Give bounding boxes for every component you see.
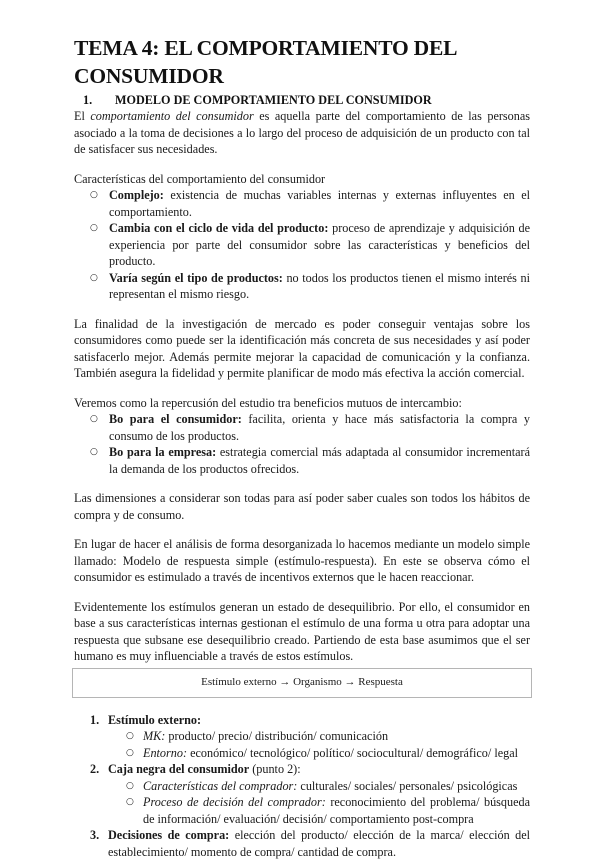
finalidad-paragraph: La finalidad de la investigación de mercado es poder conseguir ventajas sobre los consumidores como puede ser la identificación más concreta de sus necesidades y así poder satisfacerlo mejor. Además permite mejorar la capacidad de comunicación y la confianza. También asegura la fidelidad y permite planificar de modo más efectiva la acción comercial. [74,316,530,382]
list-item [74,411,530,444]
section-title: MODELO DE COMPORTAMIENTO DEL CONSUMIDOR [115,92,432,108]
sub-text: producto/ precio/ distribución/ comunicación [165,729,388,743]
sub-text: culturales/ sociales/ personales/ psicológicas [297,779,517,793]
numbered-item [74,761,530,827]
sub-text: económico/ tecnológico/ político/ sociocultural/ demográfico/ legal [187,746,518,760]
item-text: no todos los productos tienen el mismo interés ni representan el mismo riesgo. [109,271,530,302]
item-text: elección del producto/ elección de la marca/ elección del establecimiento/ momento de compra/ cantidad de compra. [108,828,530,859]
numbered-item [74,712,530,762]
characteristics-heading: Características del comportamiento del consumidor [74,171,530,188]
numbered-list [74,712,530,860]
item-label: Decisiones de compra: [108,828,229,842]
section-heading [74,92,530,108]
estimulos-paragraph: Evidentemente los estímulos generan un estado de desequilibrio. Por ello, el consumidor en base a sus características internas gestionan el estímulo de una forma u otra para adoptar una respuesta que subsane ese desequilibrio creado. Partiendo de esta base asumimos que el ser humano es muy influenciable a través de estos estímulos. [74,599,530,665]
sub-item [108,745,530,762]
sub-text: reconocimiento del problema/ búsqueda de información/ evaluación/ decisión/ comportamiento post-compra [143,795,530,826]
numbered-item [74,827,530,860]
item-text: proceso de aprendizaje y adquisición de experiencia por parte del consumidor sobre las características y beneficios del producto. [109,221,530,268]
intro-paragraph [74,108,530,158]
benefits-heading: Veremos como la repercusión del estudio tra beneficios mutuos de intercambio: [74,395,530,412]
sub-term: Características del comprador: [143,779,297,793]
item-label: Bo para la empresa: [109,445,216,459]
sub-term: Proceso de decisión del comprador: [143,795,326,809]
section-number: 1. [74,92,115,108]
formula-text: Estímulo externo → Organismo → Respuesta [201,674,403,691]
characteristics-list [74,187,530,303]
sub-item [108,728,530,745]
benefits-list [74,411,530,477]
item-label: Bo para el consumidor: [109,412,242,426]
item-number: 2. [90,761,99,778]
sub-item [108,794,530,827]
item-text: (punto 2): [249,762,300,776]
list-item [74,270,530,303]
item-text: facilita, orienta y hace más satisfactoria la compra y consumo de los productos. [109,412,530,443]
item-number: 1. [90,712,99,729]
list-item [74,220,530,270]
sub-term: MK: [143,729,165,743]
intro-post: es aquella parte del comportamiento de las personas asociado a la toma de decisiones a lo largo del proceso de adquisición de un producto con tal de satisfacer sus necesidades. [74,109,530,156]
item-label: Estímulo externo: [108,713,201,727]
item-text: estrategia comercial más adaptada al consumidor incrementará la demanda de los productos ofrecidos. [109,445,530,476]
item-label: Complejo: [109,188,164,202]
item-label: Cambia con el ciclo de vida del producto: [109,221,328,235]
list-item [74,187,530,220]
item-label: Caja negra del consumidor [108,762,249,776]
modelo-paragraph: En lugar de hacer el análisis de forma desorganizada lo hacemos mediante un modelo simple llamado: Modelo de respuesta simple (estímulo-respuesta). En este se observa cómo el consumidor es estimulado a través de incentivos externos que le hacen reaccionar. [74,536,530,586]
list-item [74,444,530,477]
item-number: 3. [90,827,99,844]
sub-term: Entorno: [143,746,187,760]
item-text: existencia de muchas variables internas y externas influyentes en el comportamiento. [109,188,530,219]
dimensiones-paragraph: Las dimensiones a considerar son todas para así poder saber cuales son todos los hábitos de compra y de consumo. [74,490,530,523]
formula-box [72,668,532,698]
page-title: TEMA 4: EL COMPORTAMIENTO DEL CONSUMIDOR [74,34,530,90]
sub-item [108,778,530,795]
intro-pre: El [74,109,90,123]
sub-list [108,728,530,761]
intro-term: comportamiento del consumidor [90,109,253,123]
sub-list [108,778,530,828]
document-page [74,34,530,860]
item-label: Varía según el tipo de productos: [109,271,283,285]
